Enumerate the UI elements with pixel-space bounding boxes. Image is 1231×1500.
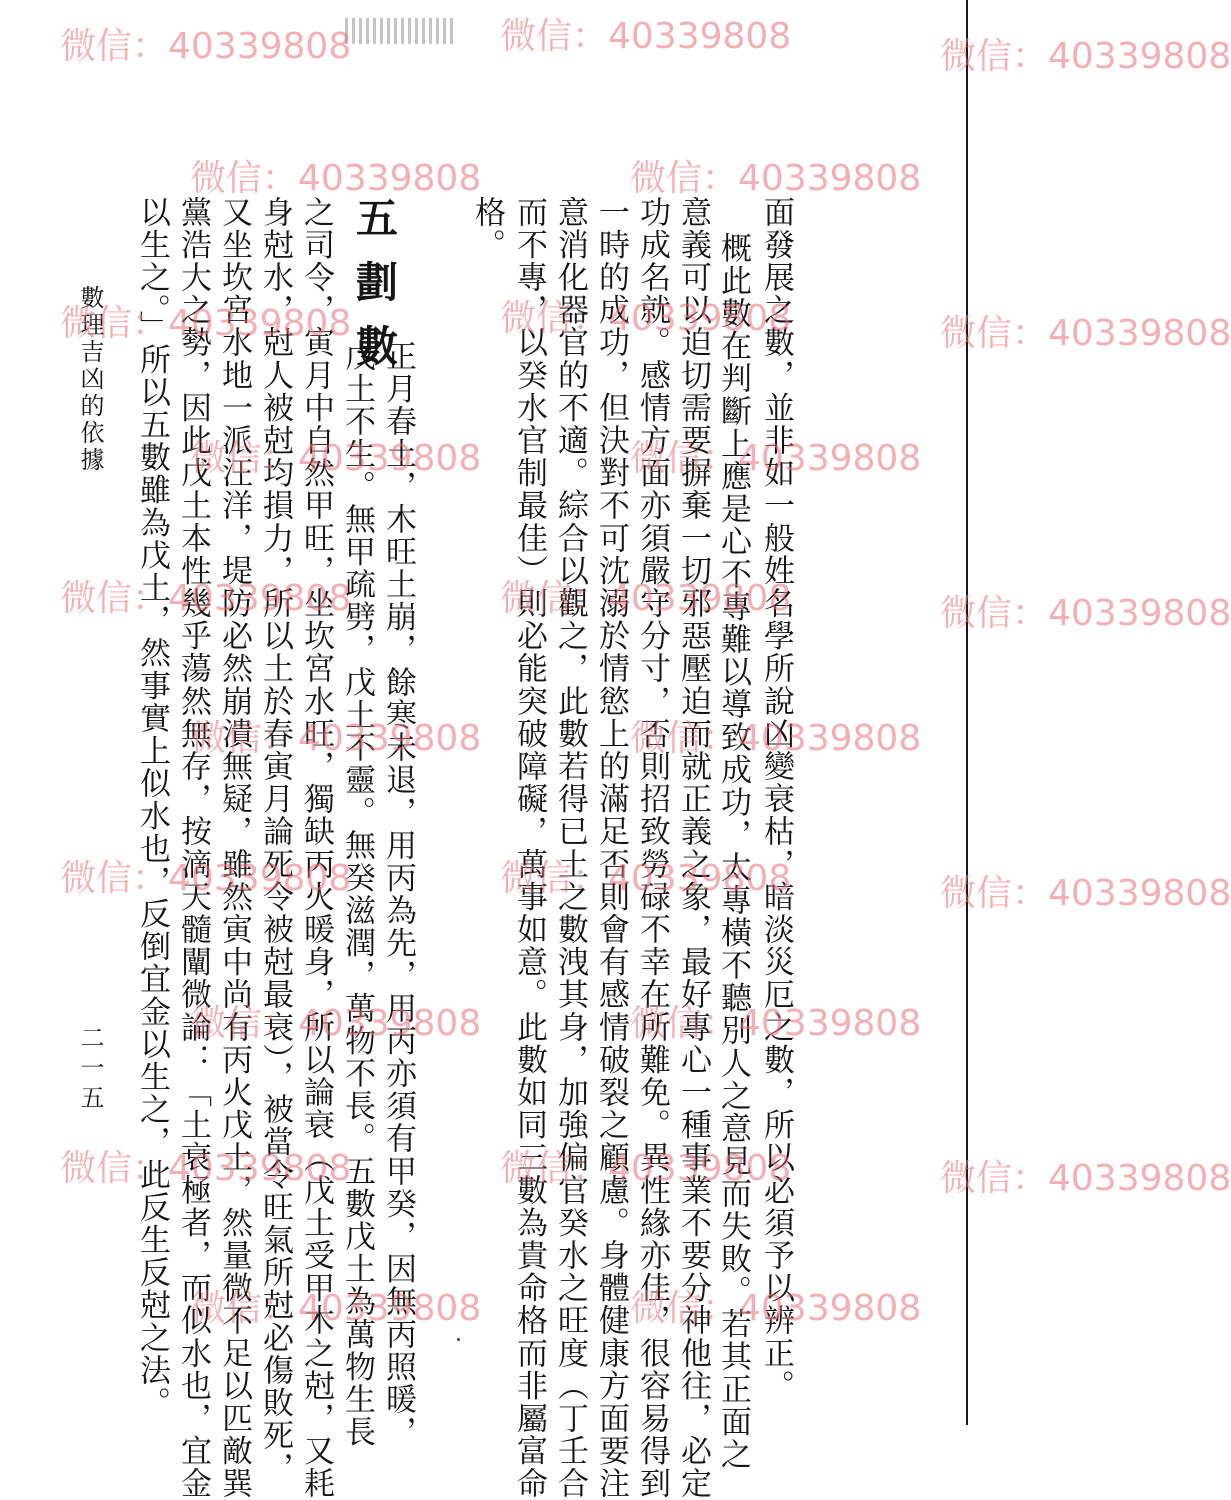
watermark: 微信：40339808	[60, 578, 352, 619]
watermark: 微信：40339808	[500, 1148, 792, 1189]
text-column: 又坐坎宮水地一派汪洋，堤防必然崩潰無疑，雖然寅中尚有丙火戊土，然量微不足以匹敵巽	[216, 196, 252, 1500]
text-column: 概此數在判斷上應是心不專難以導致成功，太專橫不聽別人之意見而失敗。若其正面之	[715, 232, 751, 1471]
text-column: 戊土不生。無甲疏劈，戊土不靈。無癸滋潤，萬物不長。五數戊土為萬物生長	[339, 340, 375, 1449]
watermark: 微信：40339808	[60, 858, 352, 899]
scan-smudge	[345, 18, 455, 44]
watermark: 微信：40339808	[630, 1288, 922, 1329]
section-heading: 五劃數	[350, 196, 399, 388]
text-column: 黨浩大之勢，因此戊土本性幾乎蕩然無存，按滴天髓闡微論：「土衰極者，而似水也，宜金	[175, 196, 211, 1500]
watermark: 微信：40339808	[500, 858, 792, 899]
page-edge-line	[966, 0, 968, 1425]
scan-speck	[457, 1338, 460, 1341]
watermark: 微信：40339808	[190, 1003, 482, 1044]
watermark: 微信：40339808	[940, 593, 1231, 634]
text-column: 一時的成功，但決對不可沈溺於情慾上的滿足否則會有感情破裂之顧慮。身體健康方面要注	[593, 196, 629, 1500]
watermark: 微信：40339808	[500, 298, 792, 339]
running-title: 數理吉凶的依據	[76, 285, 104, 474]
watermark: 微信：40339808	[60, 26, 352, 67]
watermark: 微信：40339808	[190, 438, 482, 479]
text-column: 功成名就。感情方面亦須嚴守分寸，否則招致勞碌不幸在所難免。異性緣亦佳，很容易得到	[634, 196, 670, 1500]
text-column: 面發展之數，並非如一般姓名學所說凶變衰枯，暗淡災厄之數，所以必須予以辨正。	[758, 196, 794, 1403]
watermark: 微信：40339808	[630, 158, 922, 199]
watermark: 微信：40339808	[940, 1158, 1231, 1199]
page-number: 二一五	[76, 1025, 104, 1115]
watermark: 微信：40339808	[190, 158, 482, 199]
watermark: 微信：40339808	[940, 313, 1231, 354]
text-column: 意義可以迫切需要摒棄一切邪惡壓迫而就正義之象，最好專心一種事業不要分神他往，必定	[675, 196, 711, 1500]
watermark: 微信：40339808	[190, 718, 482, 759]
text-column: 格。	[469, 196, 505, 262]
watermark: 微信：40339808	[630, 438, 922, 479]
text-column: 之司令，寅月中自然甲旺，坐坎宮水旺，獨缺丙火暖身，所以論衰（戊土受甲木之尅，又耗	[298, 196, 334, 1500]
watermark: 微信：40339808	[60, 303, 352, 344]
text-column: 以生之。」所以五數雖為戊土，然事實上似水也，反倒宜金以生之，此反生反尅之法。	[134, 196, 170, 1420]
watermark: 微信：40339808	[630, 718, 922, 759]
watermark: 微信：40339808	[940, 36, 1231, 77]
text-column: 正月春土，木旺土崩，餘寒未退，用丙為先，用丙亦須有甲癸，因無丙照暖，	[380, 340, 416, 1449]
watermark: 微信：40339808	[940, 873, 1231, 914]
watermark: 微信：40339808	[190, 1288, 482, 1329]
text-column: 身尅水，尅人被尅均損力，所以土於春寅月論死令被尅最衰），被當令旺氣所尅必傷敗死，	[257, 196, 293, 1485]
watermark: 微信：40339808	[500, 578, 792, 619]
watermark: 微信：40339808	[630, 1003, 922, 1044]
text-column: 而不專，以癸水官制最佳）則必能突破障礙，萬事如意。此數如同三數為貴命格而非屬富命	[511, 196, 547, 1500]
text-column: 意消化器官的不適。綜合以觀之，此數若得已土之數洩其身，加強偏官癸水之旺度（丁壬合	[552, 196, 588, 1500]
watermark: 微信：40339808	[500, 16, 792, 57]
watermark: 微信：40339808	[60, 1148, 352, 1189]
